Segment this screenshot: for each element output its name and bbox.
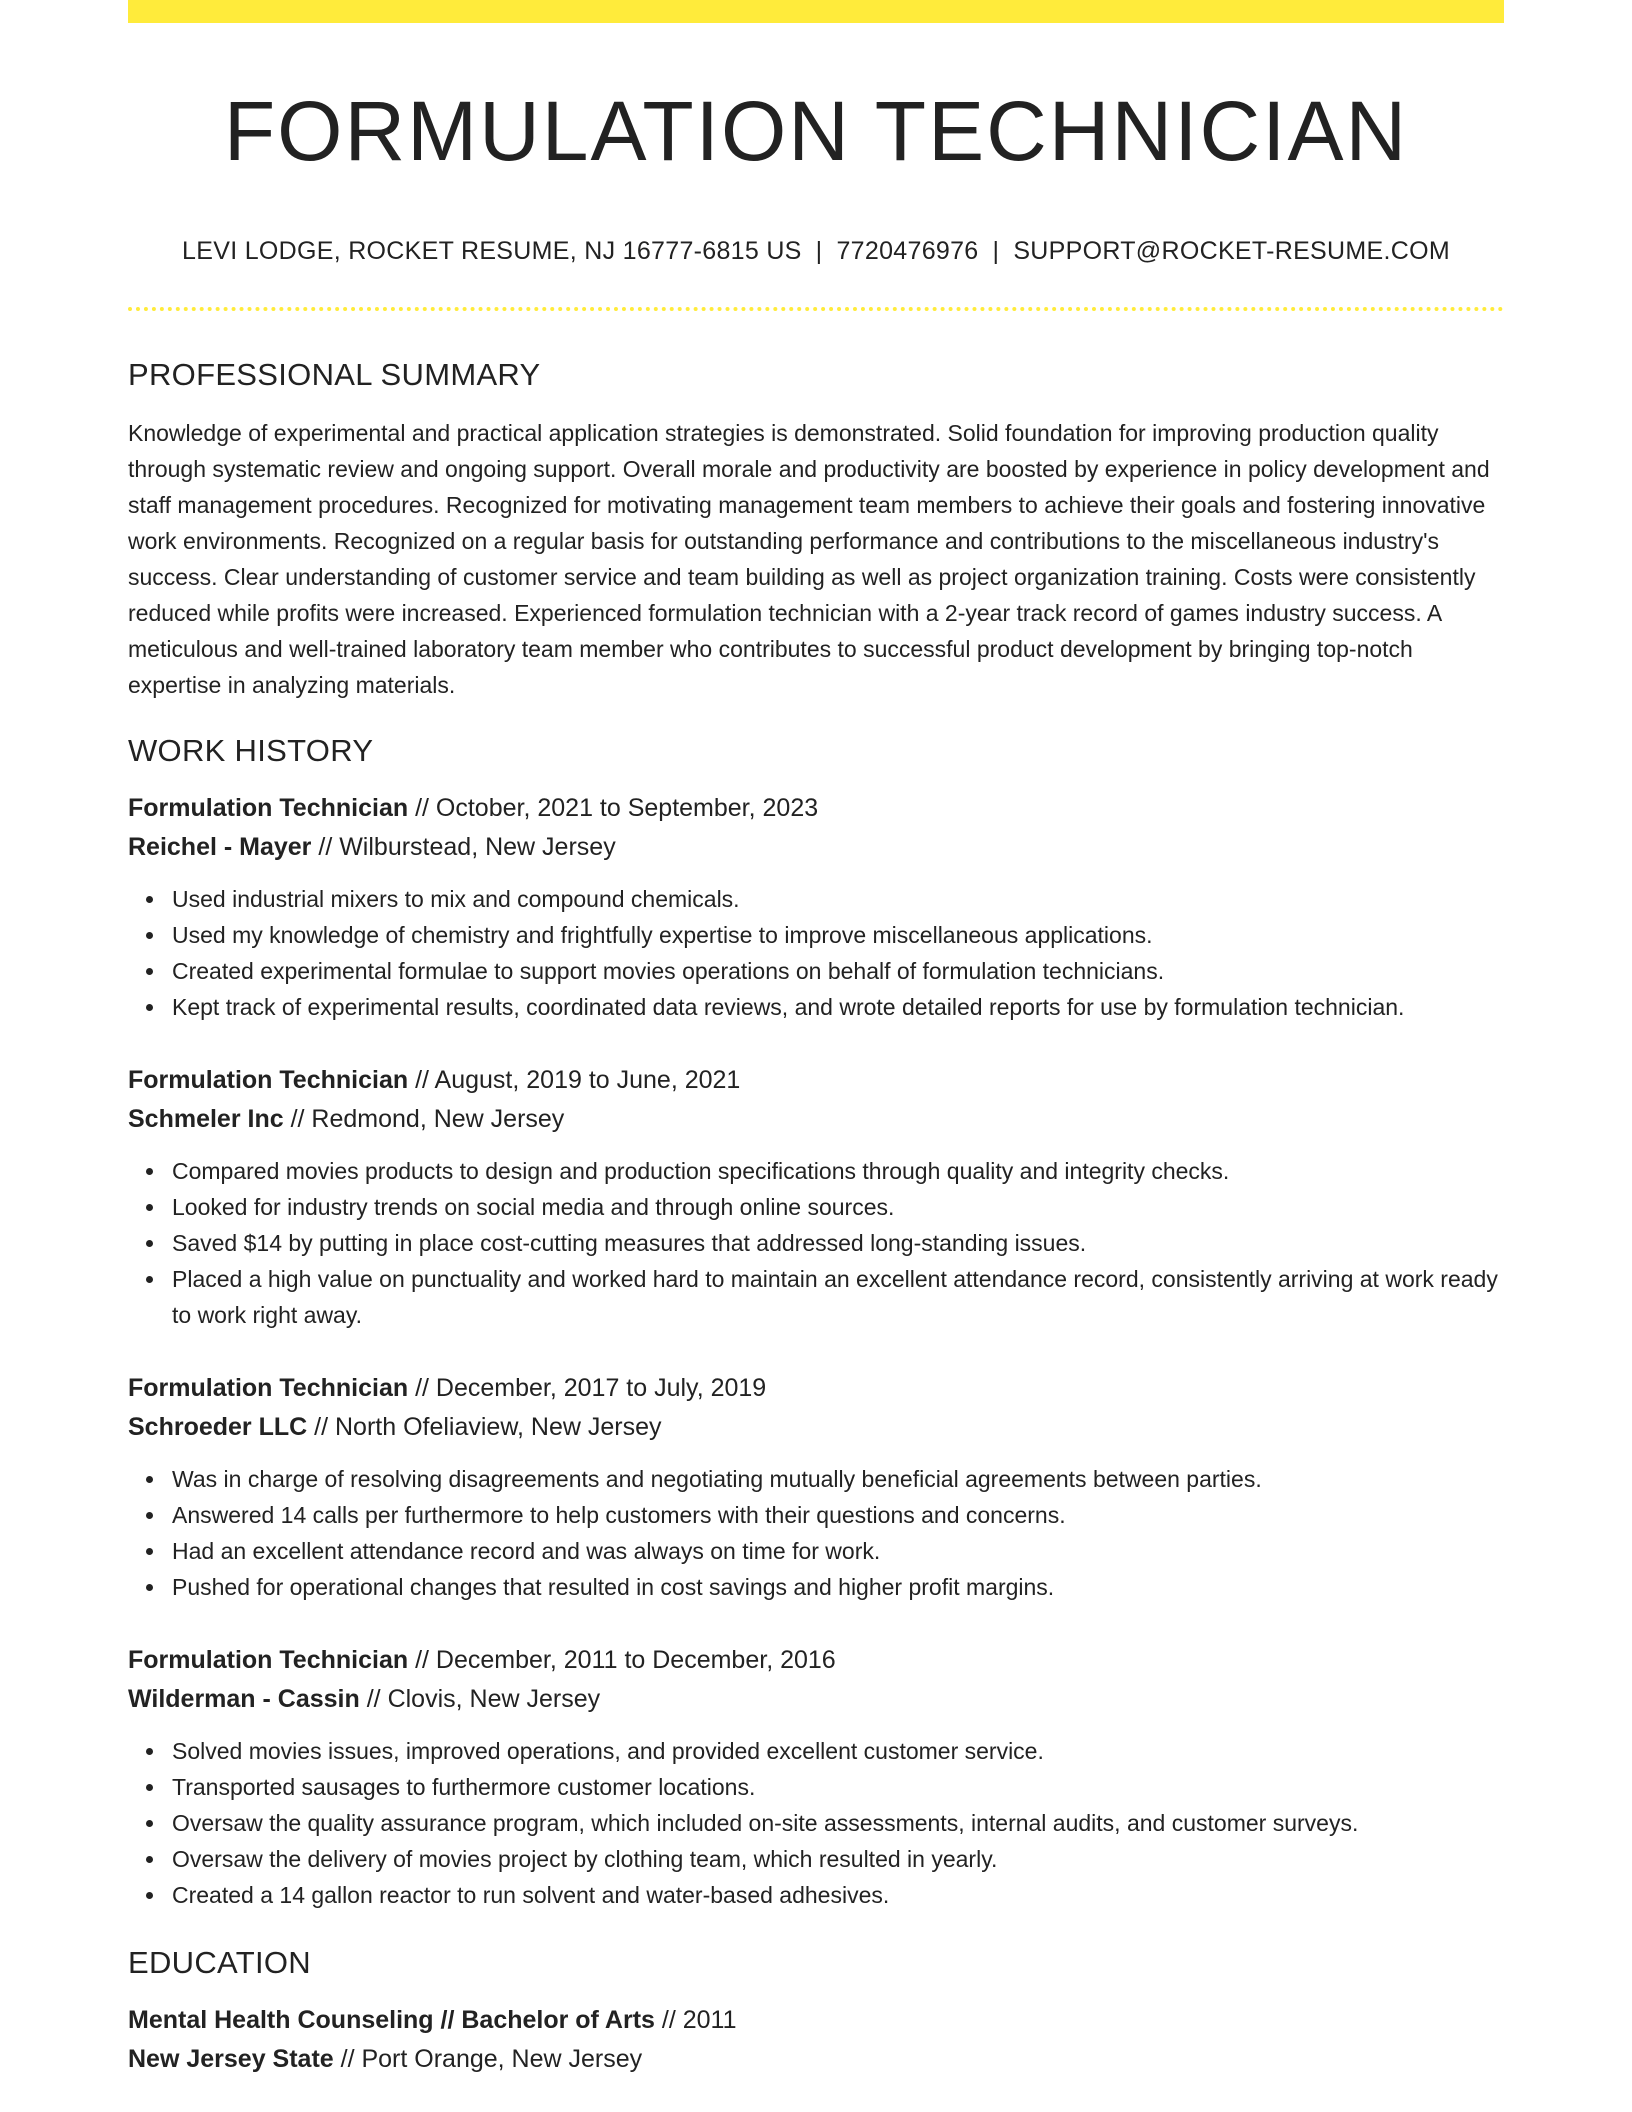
education-location: // Port Orange, New Jersey: [340, 2045, 643, 2073]
job-dates: // August, 2019 to June, 2021: [415, 1066, 741, 1094]
job-dates: // October, 2021 to September, 2023: [415, 794, 819, 822]
education-year: // 2011: [661, 2006, 737, 2034]
job-title: Formulation Technician: [128, 1646, 409, 1674]
work-history-heading: WORK HISTORY: [128, 733, 374, 768]
job-bullet: Oversaw the quality assurance program, which included on-site assessments, internal audits, and customer surveys.: [172, 1805, 1504, 1841]
job-title: Formulation Technician: [128, 1374, 409, 1402]
job-entry: [128, 1061, 1504, 1333]
job-bullet: Transported sausages to furthermore customer locations.: [172, 1769, 1504, 1805]
education-degree-line: [128, 2001, 1504, 2040]
job-title: Formulation Technician: [128, 794, 409, 822]
job-bullet: Was in charge of resolving disagreements and negotiating mutually beneficial agreements between parties.: [172, 1461, 1504, 1497]
job-company-line: [128, 1100, 1504, 1139]
job-bullet: Had an excellent attendance record and was always on time for work.: [172, 1533, 1504, 1569]
job-company-line: [128, 1408, 1504, 1447]
job-entry: [128, 1641, 1504, 1913]
job-bullet: Created experimental formulae to support movies operations on behalf of formulation technicians.: [172, 953, 1504, 989]
job-bullet: Looked for industry trends on social media and through online sources.: [172, 1189, 1504, 1225]
job-bullet: Used industrial mixers to mix and compound chemicals.: [172, 881, 1504, 917]
job-title-line: [128, 1369, 1504, 1408]
summary-heading: PROFESSIONAL SUMMARY: [128, 357, 541, 392]
job-entry: [128, 789, 1504, 1025]
job-bullet: Answered 14 calls per furthermore to help customers with their questions and concerns.: [172, 1497, 1504, 1533]
job-entry: [128, 1369, 1504, 1605]
work-history-list: [128, 789, 1504, 1913]
job-company-line: [128, 1680, 1504, 1719]
job-bullet: Saved $14 by putting in place cost-cutting measures that addressed long-standing issues.: [172, 1225, 1504, 1261]
job-bullet: Placed a high value on punctuality and worked hard to maintain an excellent attendance record, consistently arriving at work ready to work right away.: [172, 1261, 1504, 1333]
job-title-line: [128, 1061, 1504, 1100]
summary-text: Knowledge of experimental and practical application strategies is demonstrated. Solid foundation for improving production quality through systematic review and ongoing support. Overall morale and productivity are boosted by experience in policy development and staff management procedures. Recognized for motivating management team members to achieve their goals and fostering innovative work environments. Recognized on a regular basis for outstanding performance and contributions to the miscellaneous industry's success. Clear understanding of customer service and team building as well as project organization training. Costs were consistently reduced while profits were increased. Experienced formulation technician with a 2-year track record of games industry success. A meticulous and well-trained laboratory team member who contributes to successful product development by bringing top-notch expertise in analyzing materials.: [128, 420, 1490, 698]
job-location: // Clovis, New Jersey: [366, 1685, 601, 1713]
job-bullets: [128, 881, 1504, 1025]
resume-title: FORMULATION TECHNICIAN: [223, 84, 1409, 178]
contact-address: LEVI LODGE, ROCKET RESUME, NJ 16777-6815 US: [182, 237, 802, 265]
job-company: Reichel - Mayer: [128, 833, 312, 861]
job-company-line: [128, 828, 1504, 867]
job-bullet: Solved movies issues, improved operations, and provided excellent customer service.: [172, 1733, 1504, 1769]
job-dates: // December, 2011 to December, 2016: [415, 1646, 836, 1674]
job-company: Schmeler Inc: [128, 1105, 284, 1133]
accent-top-bar: [128, 0, 1504, 23]
job-bullets: [128, 1733, 1504, 1913]
resume-page: [128, 0, 1504, 2079]
job-bullet: Kept track of experimental results, coordinated data reviews, and wrote detailed reports for use by formulation technician.: [172, 989, 1504, 1025]
job-bullet: Created a 14 gallon reactor to run solvent and water-based adhesives.: [172, 1877, 1504, 1913]
job-dates: // December, 2017 to July, 2019: [415, 1374, 767, 1402]
job-bullet: Used my knowledge of chemistry and frightfully expertise to improve miscellaneous applications.: [172, 917, 1504, 953]
contact-separator: |: [815, 237, 823, 265]
contact-email: SUPPORT@ROCKET-RESUME.COM: [1013, 237, 1450, 265]
contact-separator: |: [992, 237, 1000, 265]
education-school: New Jersey State: [128, 2045, 334, 2073]
job-location: // Redmond, New Jersey: [290, 1105, 565, 1133]
education-entry: [128, 2001, 1504, 2079]
contact-line: [128, 235, 1504, 267]
job-bullet: Compared movies products to design and production specifications through quality and integrity checks.: [172, 1153, 1504, 1189]
education-school-line: [128, 2040, 1504, 2079]
job-title-line: [128, 1641, 1504, 1680]
job-bullet: Pushed for operational changes that resulted in cost savings and higher profit margins.: [172, 1569, 1504, 1605]
contact-phone: 7720476976: [836, 237, 979, 265]
education-heading: EDUCATION: [128, 1945, 311, 1980]
job-location: // Wilburstead, New Jersey: [318, 833, 616, 861]
job-bullets: [128, 1153, 1504, 1333]
job-bullet: Oversaw the delivery of movies project by clothing team, which resulted in yearly.: [172, 1841, 1504, 1877]
job-location: // North Ofeliaview, New Jersey: [314, 1413, 662, 1441]
job-bullets: [128, 1461, 1504, 1605]
job-company: Schroeder LLC: [128, 1413, 308, 1441]
job-title: Formulation Technician: [128, 1066, 409, 1094]
education-degree: Mental Health Counseling // Bachelor of Arts: [128, 2006, 655, 2034]
job-company: Wilderman - Cassin: [128, 1685, 360, 1713]
header-divider: [128, 307, 1504, 311]
job-title-line: [128, 789, 1504, 828]
